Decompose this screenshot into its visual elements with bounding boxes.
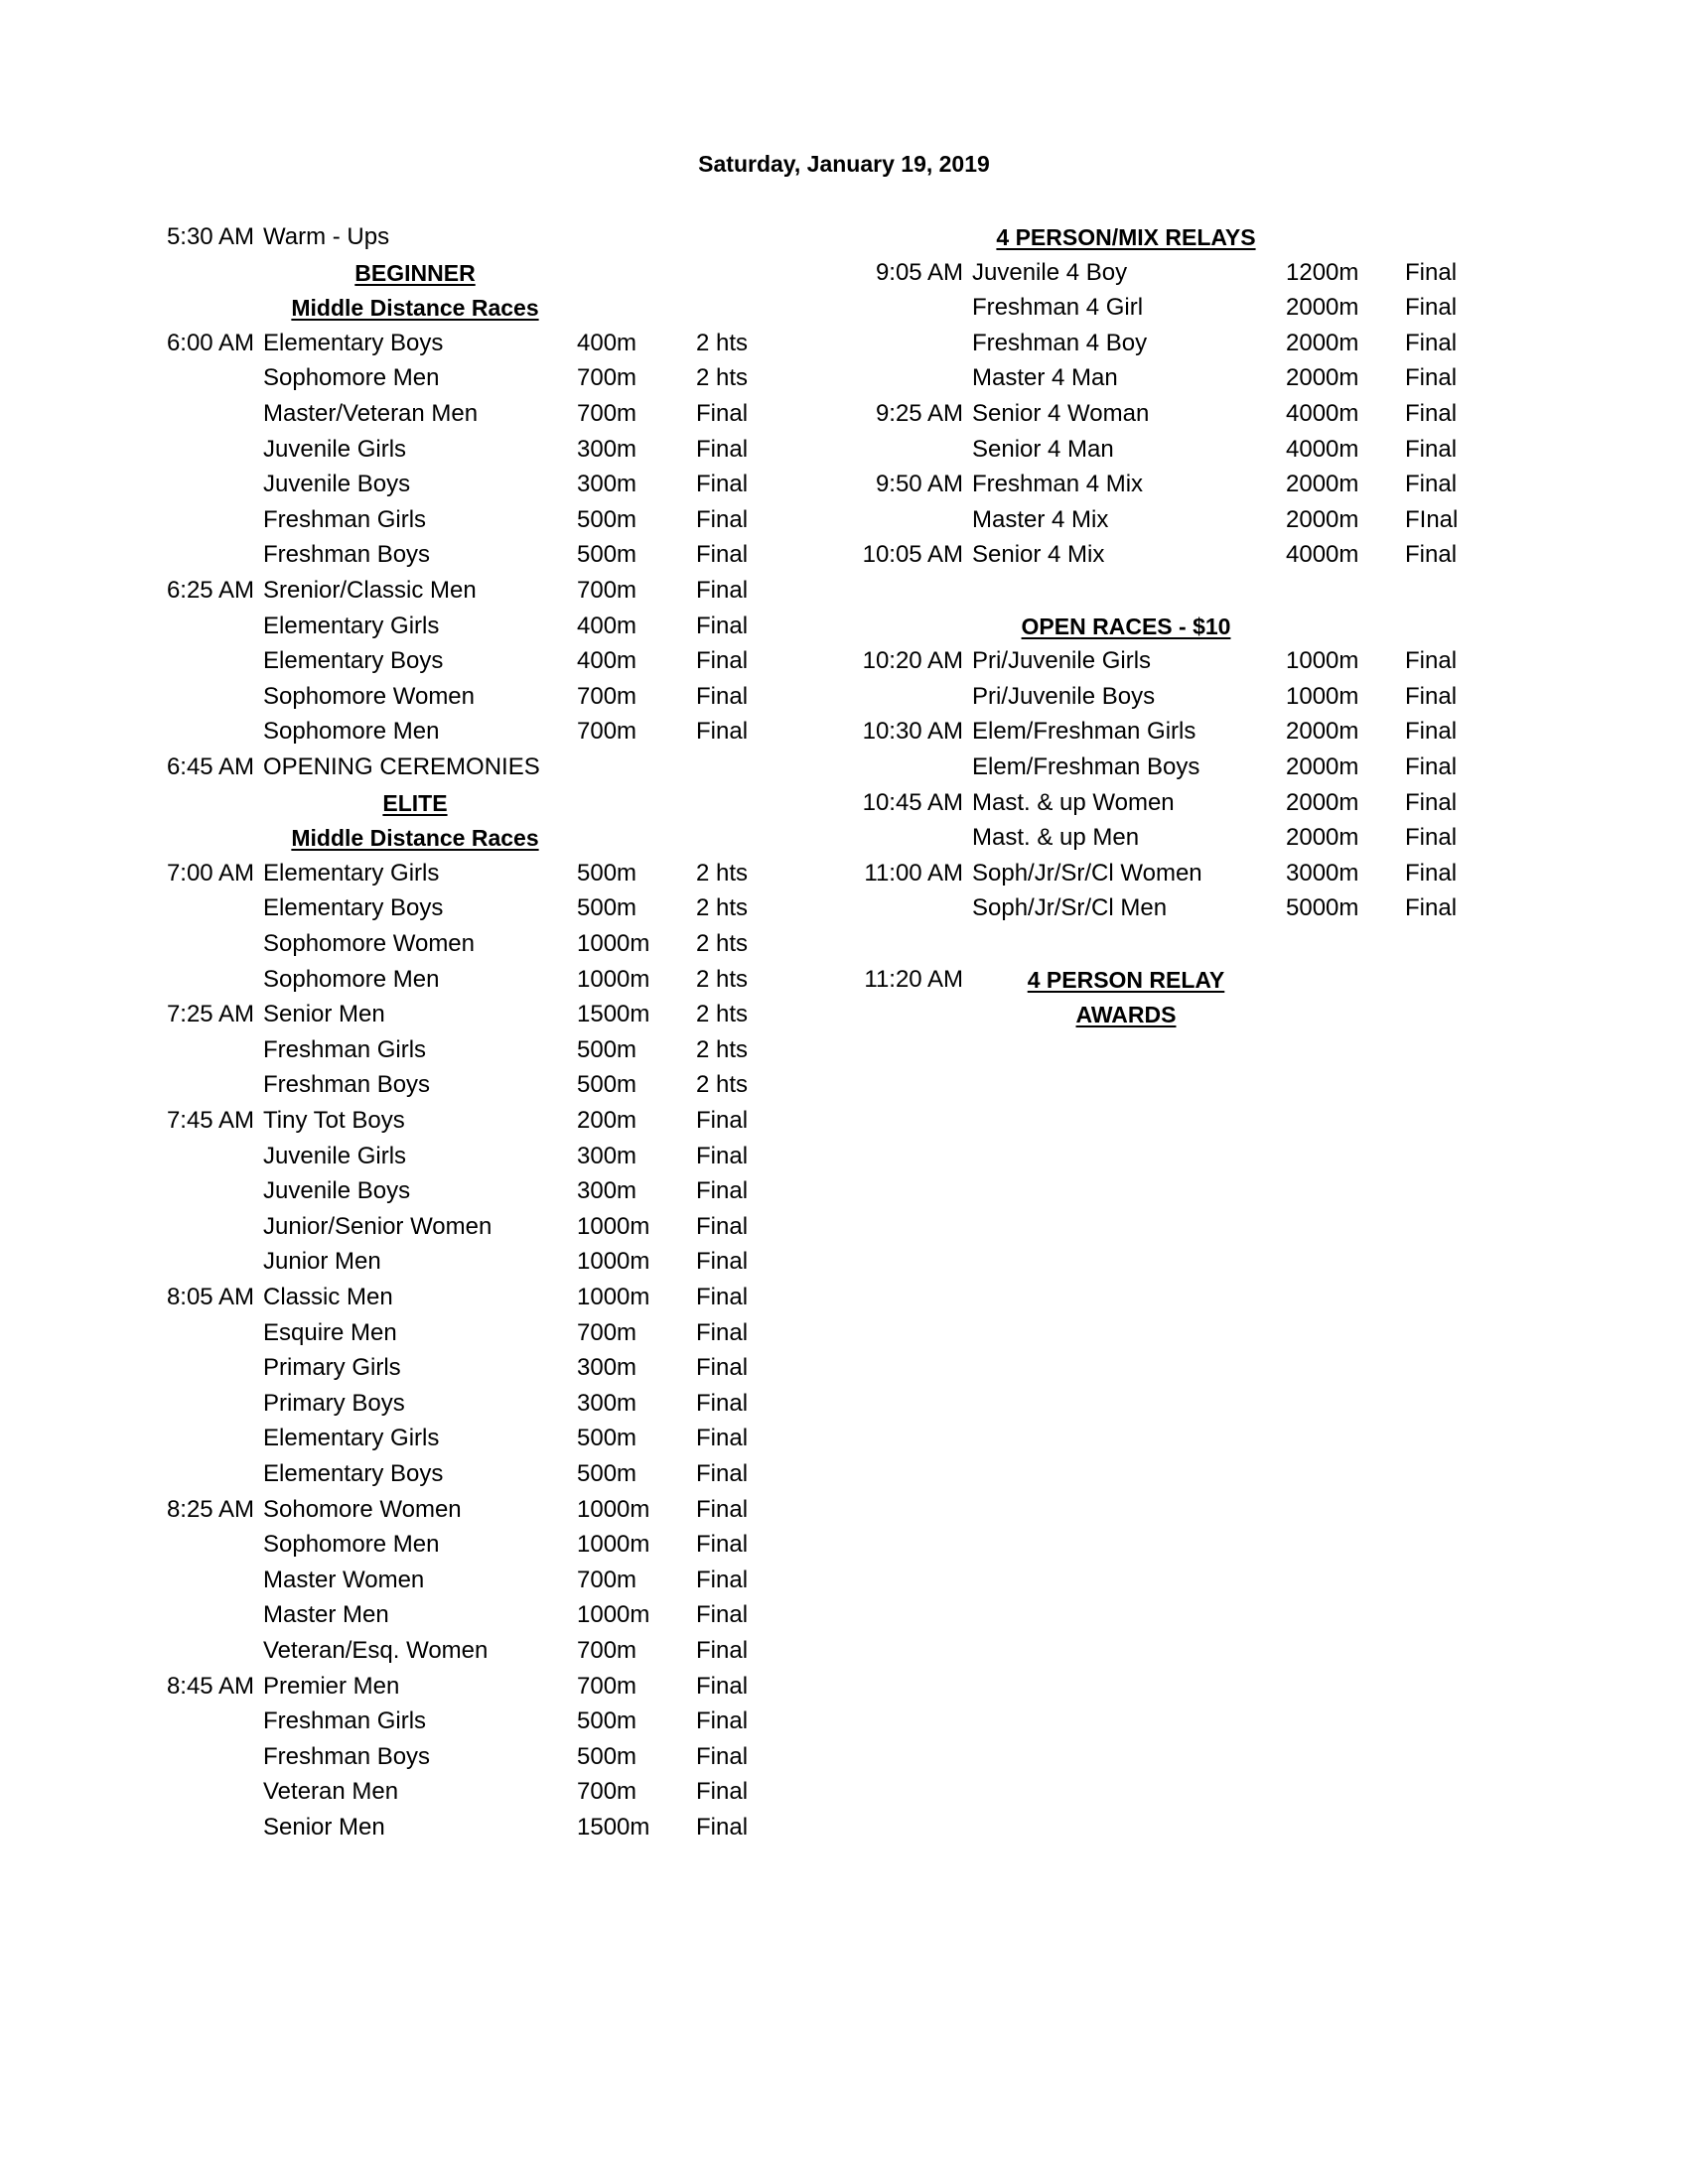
schedule-row (0, 820, 1688, 856)
race-event: Freshman 4 Boy (972, 330, 1148, 356)
schedule-row (0, 467, 1688, 502)
race-event: Elementary Boys (263, 1460, 444, 1487)
schedule-row (0, 1386, 1688, 1422)
race-distance: 500m (577, 894, 637, 921)
race-heat: Final (696, 647, 749, 674)
race-time: 10:45 AM (862, 789, 963, 816)
race-distance: 4000m (1286, 436, 1359, 463)
race-heat: Final (696, 1531, 749, 1558)
race-event: Esquire Men (263, 1319, 397, 1346)
race-heat: Final (1405, 824, 1458, 851)
race-event: Sophomore Men (263, 1531, 440, 1558)
race-time: 9:50 AM (875, 471, 963, 497)
race-time: 10:05 AM (862, 541, 963, 568)
race-heat: Final (696, 1673, 749, 1700)
race-event: Veteran/Esq. Women (263, 1637, 489, 1664)
race-heat: Final (1405, 471, 1458, 497)
schedule-row (0, 1139, 1688, 1174)
race-distance: 1000m (577, 930, 650, 957)
section-heading-text: Middle Distance Races (291, 295, 539, 321)
race-event: Primary Boys (263, 1390, 405, 1417)
race-time: 5:30 AM (166, 223, 254, 250)
race-distance: 200m (577, 1107, 637, 1134)
schedule-row (0, 1421, 1688, 1456)
schedule-row (0, 1704, 1688, 1739)
race-distance: 2000m (1286, 364, 1359, 391)
race-event: Freshman 4 Girl (972, 294, 1144, 321)
race-distance: 1000m (577, 966, 650, 993)
race-event: Freshman 4 Mix (972, 471, 1144, 497)
schedule-row (0, 926, 1688, 962)
race-heat: Final (1405, 683, 1458, 710)
schedule-row (0, 537, 1688, 573)
schedule-row (0, 1563, 1688, 1598)
race-event: Junior Men (263, 1248, 381, 1275)
race-heat: Final (696, 1601, 749, 1628)
race-distance: 300m (577, 1354, 637, 1381)
awards-heading: 4 PERSON RELAY (1027, 967, 1225, 993)
race-distance: 500m (577, 1743, 637, 1770)
schedule-row (0, 856, 1688, 891)
race-event: Elementary Girls (263, 613, 440, 639)
race-heat: Final (696, 1177, 749, 1204)
race-distance: 1500m (577, 1001, 650, 1027)
race-heat: Final (696, 1460, 749, 1487)
race-event: Freshman Girls (263, 1707, 427, 1734)
schedule-row (0, 1032, 1688, 1068)
race-event: Soph/Jr/Sr/Cl Men (972, 894, 1168, 921)
race-distance: 2000m (1286, 471, 1359, 497)
race-distance: 700m (577, 1637, 637, 1664)
race-heat: Final (1405, 894, 1458, 921)
race-distance: 700m (577, 683, 637, 710)
race-distance: 700m (577, 577, 637, 604)
race-heat: Final (696, 1425, 749, 1451)
race-distance: 1200m (1286, 259, 1359, 286)
race-event: Elementary Girls (263, 860, 440, 887)
race-event: Elementary Boys (263, 894, 444, 921)
race-event: Elem/Freshman Girls (972, 718, 1196, 745)
race-heat: Final (1405, 718, 1458, 745)
race-distance: 500m (577, 506, 637, 533)
race-event: Juvenile 4 Boy (972, 259, 1128, 286)
schedule-row (0, 750, 1688, 785)
race-heat: Final (696, 577, 749, 604)
schedule-row (0, 643, 1688, 679)
schedule-row (0, 1456, 1688, 1492)
race-heat: Final (1405, 436, 1458, 463)
race-distance: 700m (577, 1319, 637, 1346)
race-distance: 2000m (1286, 718, 1359, 745)
race-distance: 700m (577, 718, 637, 745)
race-event: Senior 4 Woman (972, 400, 1150, 427)
race-distance: 300m (577, 1143, 637, 1169)
race-time: 6:25 AM (166, 577, 254, 604)
schedule-row (0, 1810, 1688, 1845)
race-heat: Final (696, 1707, 749, 1734)
schedule-row (0, 1315, 1688, 1351)
race-event: Mast. & up Women (972, 789, 1175, 816)
race-heat: Final (696, 1567, 749, 1593)
race-distance: 2000m (1286, 824, 1359, 851)
race-heat: Final (1405, 330, 1458, 356)
race-event: Srenior/Classic Men (263, 577, 477, 604)
race-event: Master 4 Man (972, 364, 1118, 391)
race-heat: Final (696, 1778, 749, 1805)
section-heading-text: 4 PERSON/MIX RELAYS (996, 224, 1256, 250)
race-event: Soph/Jr/Sr/Cl Women (972, 860, 1202, 887)
schedule-row (0, 1527, 1688, 1563)
race-heat: Final (1405, 259, 1458, 286)
race-heat: Final (696, 1390, 749, 1417)
race-heat: FInal (1405, 506, 1459, 533)
race-heat: Final (696, 1107, 749, 1134)
race-event: Senior 4 Man (972, 436, 1114, 463)
race-event: OPENING CEREMONIES (263, 753, 540, 780)
race-time: 7:00 AM (166, 860, 254, 887)
race-heat: Final (696, 613, 749, 639)
race-distance: 400m (577, 647, 637, 674)
race-distance: 700m (577, 1673, 637, 1700)
race-event: Freshman Girls (263, 506, 427, 533)
schedule-row (0, 1739, 1688, 1775)
race-heat: Final (696, 506, 749, 533)
race-event: Freshman Boys (263, 541, 431, 568)
awards-row (0, 962, 1688, 998)
schedule-row (0, 890, 1688, 926)
section-heading-text: Middle Distance Races (291, 825, 539, 851)
race-event: Senior Men (263, 1814, 385, 1841)
race-distance: 400m (577, 330, 637, 356)
schedule-row (0, 1209, 1688, 1245)
schedule-row (0, 290, 1688, 326)
race-time: 7:25 AM (166, 1001, 254, 1027)
race-distance: 400m (577, 613, 637, 639)
race-distance: 700m (577, 364, 637, 391)
schedule-row (0, 1067, 1688, 1103)
schedule-row (0, 1103, 1688, 1139)
race-event: Elem/Freshman Boys (972, 753, 1200, 780)
section-heading (0, 219, 1688, 255)
race-distance: 2000m (1286, 789, 1359, 816)
race-time: 10:30 AM (862, 718, 963, 745)
race-event: Pri/Juvenile Girls (972, 647, 1152, 674)
schedule-row (0, 1350, 1688, 1386)
race-heat: Final (696, 1319, 749, 1346)
race-distance: 2000m (1286, 753, 1359, 780)
section-heading-text: AWARDS (1075, 1002, 1177, 1027)
race-heat: Final (696, 1213, 749, 1240)
race-event: Tiny Tot Boys (263, 1107, 405, 1134)
race-event: Senior 4 Mix (972, 541, 1105, 568)
race-event: Master Women (263, 1567, 425, 1593)
race-time: 9:25 AM (875, 400, 963, 427)
race-heat: Final (1405, 789, 1458, 816)
race-heat: Final (1405, 541, 1458, 568)
race-distance: 3000m (1286, 860, 1359, 887)
race-time: 7:45 AM (166, 1107, 254, 1134)
schedule-row (0, 714, 1688, 750)
section-heading-text: ELITE (382, 790, 448, 816)
race-time: 11:20 AM (864, 966, 963, 993)
race-event: Freshman Boys (263, 1743, 431, 1770)
race-heat: 2 hts (696, 1071, 749, 1098)
race-heat: Final (696, 541, 749, 568)
race-heat: Final (696, 1814, 749, 1841)
race-time: 8:25 AM (166, 1496, 254, 1523)
race-event: Sophomore Women (263, 930, 475, 957)
race-heat: Final (696, 1637, 749, 1664)
race-heat: Final (696, 1248, 749, 1275)
race-heat: Final (1405, 294, 1458, 321)
race-time: 8:05 AM (166, 1284, 254, 1310)
race-event: Juvenile Boys (263, 471, 411, 497)
race-event: Elementary Boys (263, 647, 444, 674)
schedule-row (0, 1669, 1688, 1705)
race-heat: 2 hts (696, 1001, 749, 1027)
race-time: 6:45 AM (166, 753, 254, 780)
race-distance: 500m (577, 1071, 637, 1098)
race-event: Elementary Boys (263, 330, 444, 356)
race-event: Junior/Senior Women (263, 1213, 492, 1240)
race-distance: 1500m (577, 1814, 650, 1841)
race-event: Warm - Ups (263, 223, 390, 250)
section-heading (0, 609, 1688, 644)
race-heat: 2 hts (696, 330, 749, 356)
race-time: 6:00 AM (166, 330, 254, 356)
race-time: 11:00 AM (864, 860, 963, 887)
race-event: Juvenile Girls (263, 1143, 407, 1169)
race-heat: 2 hts (696, 364, 749, 391)
race-heat: 2 hts (696, 860, 749, 887)
schedule-row (0, 502, 1688, 538)
race-heat: 2 hts (696, 1036, 749, 1063)
race-heat: Final (696, 718, 749, 745)
race-heat: Final (696, 1354, 749, 1381)
race-heat: Final (696, 1143, 749, 1169)
race-distance: 500m (577, 1707, 637, 1734)
race-event: Senior Men (263, 1001, 385, 1027)
race-distance: 1000m (1286, 683, 1359, 710)
race-heat: 2 hts (696, 894, 749, 921)
schedule-row (0, 326, 1688, 361)
race-distance: 700m (577, 400, 637, 427)
schedule-row (0, 1244, 1688, 1280)
race-distance: 1000m (577, 1248, 650, 1275)
race-heat: Final (696, 400, 749, 427)
race-event: Primary Girls (263, 1354, 401, 1381)
race-event: Sophomore Men (263, 364, 440, 391)
race-heat: Final (696, 1496, 749, 1523)
race-distance: 1000m (577, 1531, 650, 1558)
race-event: Classic Men (263, 1284, 393, 1310)
race-distance: 500m (577, 1036, 637, 1063)
race-distance: 500m (577, 860, 637, 887)
race-event: Freshman Girls (263, 1036, 427, 1063)
race-heat: Final (1405, 400, 1458, 427)
race-distance: 300m (577, 436, 637, 463)
race-distance: 4000m (1286, 400, 1359, 427)
race-distance: 2000m (1286, 506, 1359, 533)
race-distance: 2000m (1286, 294, 1359, 321)
schedule-row (0, 1633, 1688, 1669)
race-heat: Final (1405, 753, 1458, 780)
race-time: 8:45 AM (166, 1673, 254, 1700)
race-distance: 1000m (577, 1284, 650, 1310)
race-heat: Final (1405, 860, 1458, 887)
race-heat: Final (1405, 364, 1458, 391)
page-title: Saturday, January 19, 2019 (698, 151, 990, 177)
race-event: Sohomore Women (263, 1496, 462, 1523)
race-heat: 2 hts (696, 966, 749, 993)
schedule-row (0, 1173, 1688, 1209)
race-time: 10:20 AM (862, 647, 963, 674)
race-distance: 700m (577, 1778, 637, 1805)
race-distance: 4000m (1286, 541, 1359, 568)
schedule-row (0, 1280, 1688, 1315)
schedule-row (0, 432, 1688, 468)
schedule-row (0, 1492, 1688, 1528)
race-distance: 700m (577, 1567, 637, 1593)
race-distance: 1000m (577, 1601, 650, 1628)
race-distance: 1000m (1286, 647, 1359, 674)
section-heading-text: OPEN RACES - $10 (1021, 614, 1231, 639)
race-heat: Final (696, 436, 749, 463)
race-distance: 300m (577, 1390, 637, 1417)
race-time: 9:05 AM (875, 259, 963, 286)
schedule-row (0, 679, 1688, 715)
schedule-row (0, 1597, 1688, 1633)
schedule-row (0, 573, 1688, 609)
race-event: Master/Veteran Men (263, 400, 479, 427)
section-heading (0, 997, 1688, 1032)
race-event: Pri/Juvenile Boys (972, 683, 1156, 710)
race-event: Sophomore Men (263, 966, 440, 993)
race-heat: 2 hts (696, 930, 749, 957)
race-event: Sophomore Men (263, 718, 440, 745)
schedule-row (0, 396, 1688, 432)
race-event: Mast. & up Men (972, 824, 1140, 851)
race-event: Juvenile Boys (263, 1177, 411, 1204)
race-heat: Final (696, 1743, 749, 1770)
race-event: Master 4 Mix (972, 506, 1109, 533)
race-distance: 1000m (577, 1496, 650, 1523)
race-distance: 500m (577, 1425, 637, 1451)
schedule-row (0, 360, 1688, 396)
schedule-row (0, 255, 1688, 291)
race-event: Juvenile Girls (263, 436, 407, 463)
race-heat: Final (696, 1284, 749, 1310)
race-event: Elementary Girls (263, 1425, 440, 1451)
race-event: Veteran Men (263, 1778, 399, 1805)
section-heading-text: BEGINNER (354, 260, 476, 286)
race-event: Sophomore Women (263, 683, 475, 710)
schedule-row (0, 785, 1688, 821)
race-heat: Final (1405, 647, 1458, 674)
race-heat: Final (696, 471, 749, 497)
race-event: Master Men (263, 1601, 389, 1628)
race-event: Freshman Boys (263, 1071, 431, 1098)
race-distance: 300m (577, 471, 637, 497)
race-heat: Final (696, 683, 749, 710)
race-distance: 1000m (577, 1213, 650, 1240)
race-distance: 300m (577, 1177, 637, 1204)
schedule-row (0, 1774, 1688, 1810)
race-event: Premier Men (263, 1673, 400, 1700)
race-distance: 5000m (1286, 894, 1359, 921)
race-distance: 2000m (1286, 330, 1359, 356)
race-distance: 500m (577, 541, 637, 568)
race-distance: 500m (577, 1460, 637, 1487)
